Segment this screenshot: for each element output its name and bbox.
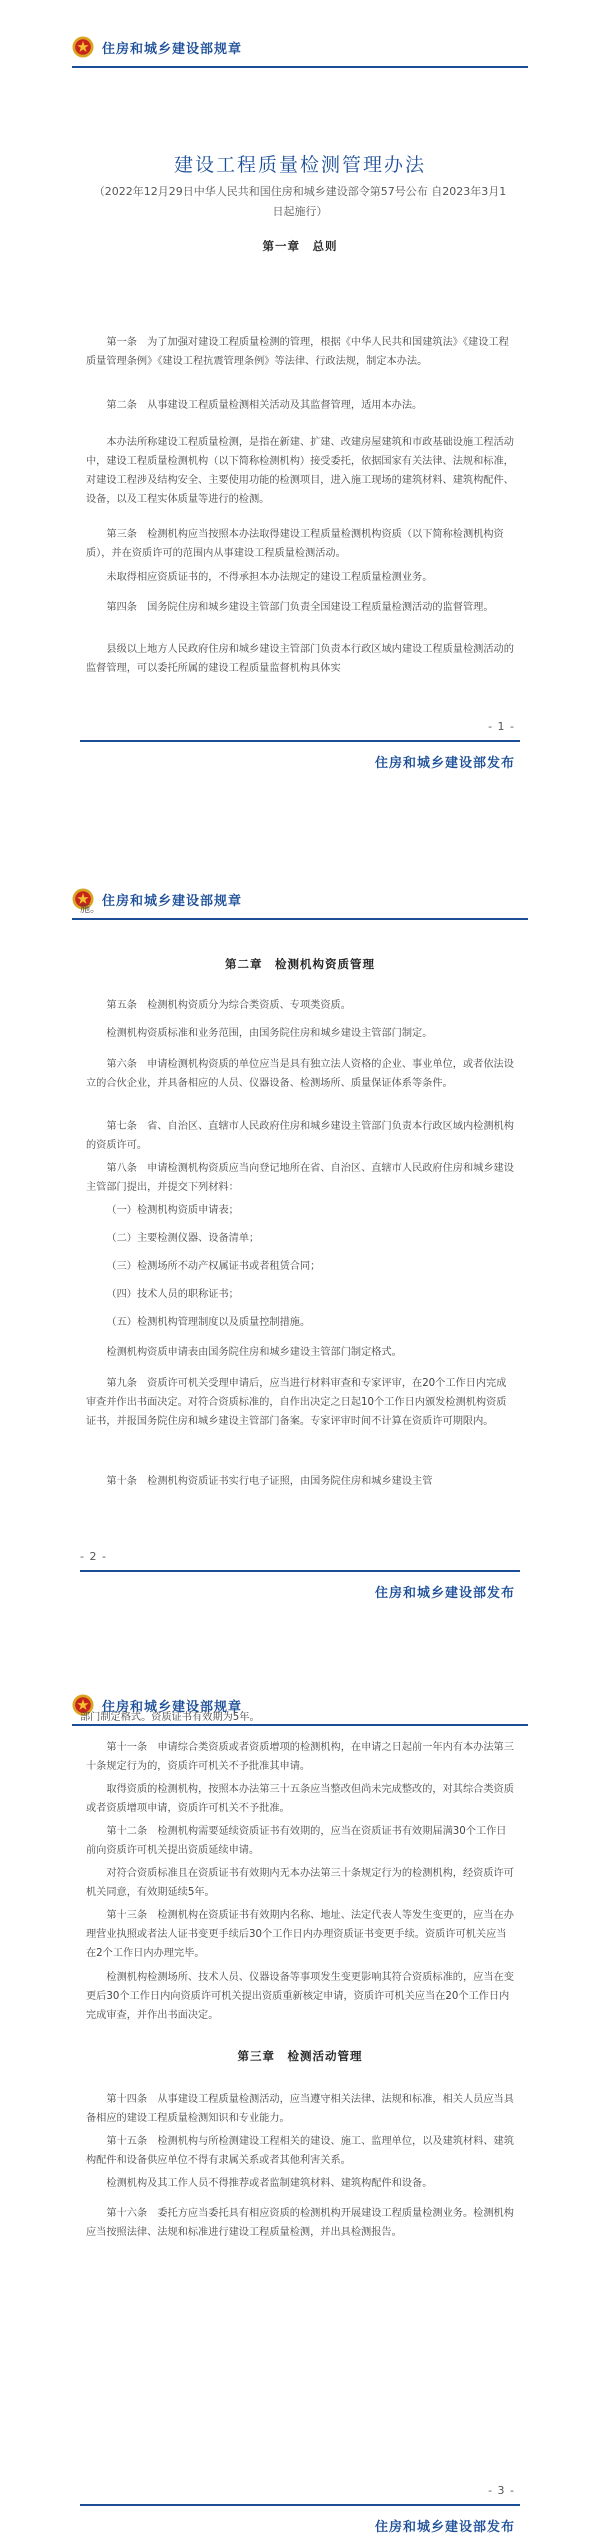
list-item: （四）技术人员的职称证书； [106, 1289, 239, 1300]
paragraph: 第十四条 从事建设工程质量检测活动，应当遵守相关法律、法规和标准，相关人员应当具备相应的建设工程质量检测知识和专业能力。 [86, 2094, 514, 2124]
chapter-heading: 第三章 检测活动管理 [237, 2049, 363, 2063]
paragraph: 本办法所称建设工程质量检测，是指在新建、扩建、改建房屋建筑和市政基础设施工程活动中，建设工程质量检测机构（以下简称检测机构）接受委托，依据国家有关法律、法规和标准，对建设工程涉及结构安全、主要使用功能的检测项目，进入施工现场的建筑材料、建筑构配件、设备，以及工程实体质量等进行的检测。 [86, 437, 514, 505]
page-header [72, 30, 528, 68]
paragraph: 取得资质的检测机构，按照本办法第三十五条应当整改但尚未完成整改的，对其综合类资质或者资质增项申请，资质许可机关不予批准。 [86, 1784, 514, 1814]
paragraph: 第十三条 检测机构在资质证书有效期内名称、地址、法定代表人等发生变更的，应当在办理营业执照或者法人证书变更手续后30个工作日内办理资质证书变更手续。资质许可机关应当在2个工作日内办理完毕。 [86, 1910, 514, 1959]
paragraph: 第十二条 检测机构需要延续资质证书有效期的，应当在资质证书有效期届满30个工作日前向资质许可机关提出资质延续申请。 [86, 1826, 507, 1856]
header-title: 住房和城乡建设部规章 [102, 894, 243, 909]
list-item: （五）检测机构管理制度以及质量控制措施。 [106, 1317, 311, 1328]
paragraph: 第八条 申请检测机构资质应当向登记地所在省、自治区、直辖市人民政府住房和城乡建设主管部门提出，并提交下列材料： [86, 1163, 514, 1193]
paragraph: 第五条 检测机构资质分为综合类资质、专项类资质。 [106, 1000, 351, 1011]
header-title: 住房和城乡建设部规章 [102, 1700, 243, 1715]
paragraph: 第十六条 委托方应当委托具有相应资质的检测机构开展建设工程质量检测业务。检测机构应当按照法律、法规和标准进行建设工程质量检测，并出具检测报告。 [86, 2208, 514, 2238]
paragraph: 检测机构资质标准和业务范围，由国务院住房和城乡建设主管部门制定。 [106, 1028, 433, 1039]
chapter-heading: 第二章 检测机构资质管理 [225, 957, 375, 971]
list-item: （二）主要检测仪器、设备清单； [106, 1233, 260, 1244]
national-emblem-icon [72, 36, 94, 58]
paragraph: 第十一条 申请综合类资质或者资质增项的检测机构，在申请之日起前一年内有本办法第三十条规定行为的，资质许可机关不予批准其申请。 [86, 1742, 514, 1772]
footer-divider [80, 2504, 520, 2506]
paragraph: 第七条 省、自治区、直辖市人民政府住房和城乡建设主管部门负责本行政区域内检测机构的资质许可。 [86, 1121, 514, 1151]
page-1 [0, 0, 600, 852]
paragraph: 第九条 资质许可机关受理申请后，应当进行材料审查和专家评审，在20个工作日内完成审查并作出书面决定。对符合资质标准的，自作出决定之日起10个工作日内颁发检测机构资质证书，并报国务院住房和城乡建设主管部门备案。专家评审时间不计算在资质许可期限内。 [86, 1378, 507, 1427]
page-number: - 3 - [488, 2484, 515, 2497]
paragraph: 第二条 从事建设工程质量检测相关活动及其监督管理，适用本办法。 [106, 400, 423, 411]
list-item: （一）检测机构资质申请表； [106, 1205, 239, 1216]
page-3 [0, 1658, 600, 2548]
paragraph: 未取得相应资质证书的，不得承担本办法规定的建设工程质量检测业务。 [106, 572, 433, 583]
list-item: （三）检测场所不动产权属证书或者租赁合同； [106, 1261, 321, 1272]
chapter-heading: 第一章 总则 [262, 239, 338, 253]
paragraph: 检测机构资质申请表由国务院住房和城乡建设主管部门制定格式。 [106, 1347, 402, 1358]
page-number: - 2 - [80, 1550, 107, 1563]
document-subtitle: （2022年12月29日中华人民共和国住房和城乡建设部令第57号公布 自2023年3月1日起施行） [93, 185, 507, 218]
footer-divider [80, 1570, 520, 1572]
page-2 [0, 852, 600, 1658]
paragraph: 检测机构及其工作人员不得推荐或者监制建筑材料、建筑构配件和设备。 [106, 2178, 433, 2189]
footer-publisher: 住房和城乡建设部发布 [374, 2520, 515, 2535]
document-title: 建设工程质量检测管理办法 [173, 154, 426, 176]
paragraph: 第十条 检测机构资质证书实行电子证照，由国务院住房和城乡建设主管 [106, 1476, 433, 1487]
continued-paragraph: 施。 [80, 904, 101, 915]
paragraph: 第一条 为了加强对建设工程质量检测的管理，根据《中华人民共和国建筑法》《建设工程质量管理条例》《建设工程抗震管理条例》等法律、行政法规，制定本办法。 [86, 337, 509, 367]
paragraph: 县级以上地方人民政府住房和城乡建设主管部门负责本行政区域内建设工程质量检测活动的监督管理，可以委托所属的建设工程质量监督机构具体实 [86, 644, 514, 674]
paragraph: 第三条 检测机构应当按照本办法取得建设工程质量检测机构资质（以下简称检测机构资质），并在资质许可的范围内从事建设工程质量检测活动。 [86, 529, 504, 559]
paragraph: 第十五条 检测机构与所检测建设工程相关的建设、施工、监理单位，以及建筑材料、建筑构配件和设备供应单位不得有隶属关系或者其他利害关系。 [86, 2136, 514, 2166]
paragraph: 检测机构检测场所、技术人员、仪器设备等事项发生变更影响其符合资质标准的，应当在变更后30个工作日内向资质许可机关提出资质重新核定申请，资质许可机关应当在20个工作日内完成审查，并作出书面决定。 [86, 1972, 514, 2021]
paragraph: 第四条 国务院住房和城乡建设主管部门负责全国建设工程质量检测活动的监督管理。 [106, 602, 494, 613]
footer-divider [80, 740, 520, 742]
footer-publisher: 住房和城乡建设部发布 [374, 1586, 515, 1601]
page-number: - 1 - [488, 720, 515, 733]
continued-paragraph: 部门制定格式。资质证书有效期为5年。 [80, 1712, 260, 1723]
footer-publisher: 住房和城乡建设部发布 [374, 756, 515, 771]
paragraph: 对符合资质标准且在资质证书有效期内无本办法第三十条规定行为的检测机构，经资质许可机关同意，有效期延续5年。 [86, 1868, 514, 1898]
paragraph: 第六条 申请检测机构资质的单位应当是具有独立法人资格的企业、事业单位，或者依法设立的合伙企业，并具备相应的人员、仪器设备、检测场所、质量保证体系等条件。 [86, 1059, 514, 1089]
header-title: 住房和城乡建设部规章 [102, 42, 243, 57]
